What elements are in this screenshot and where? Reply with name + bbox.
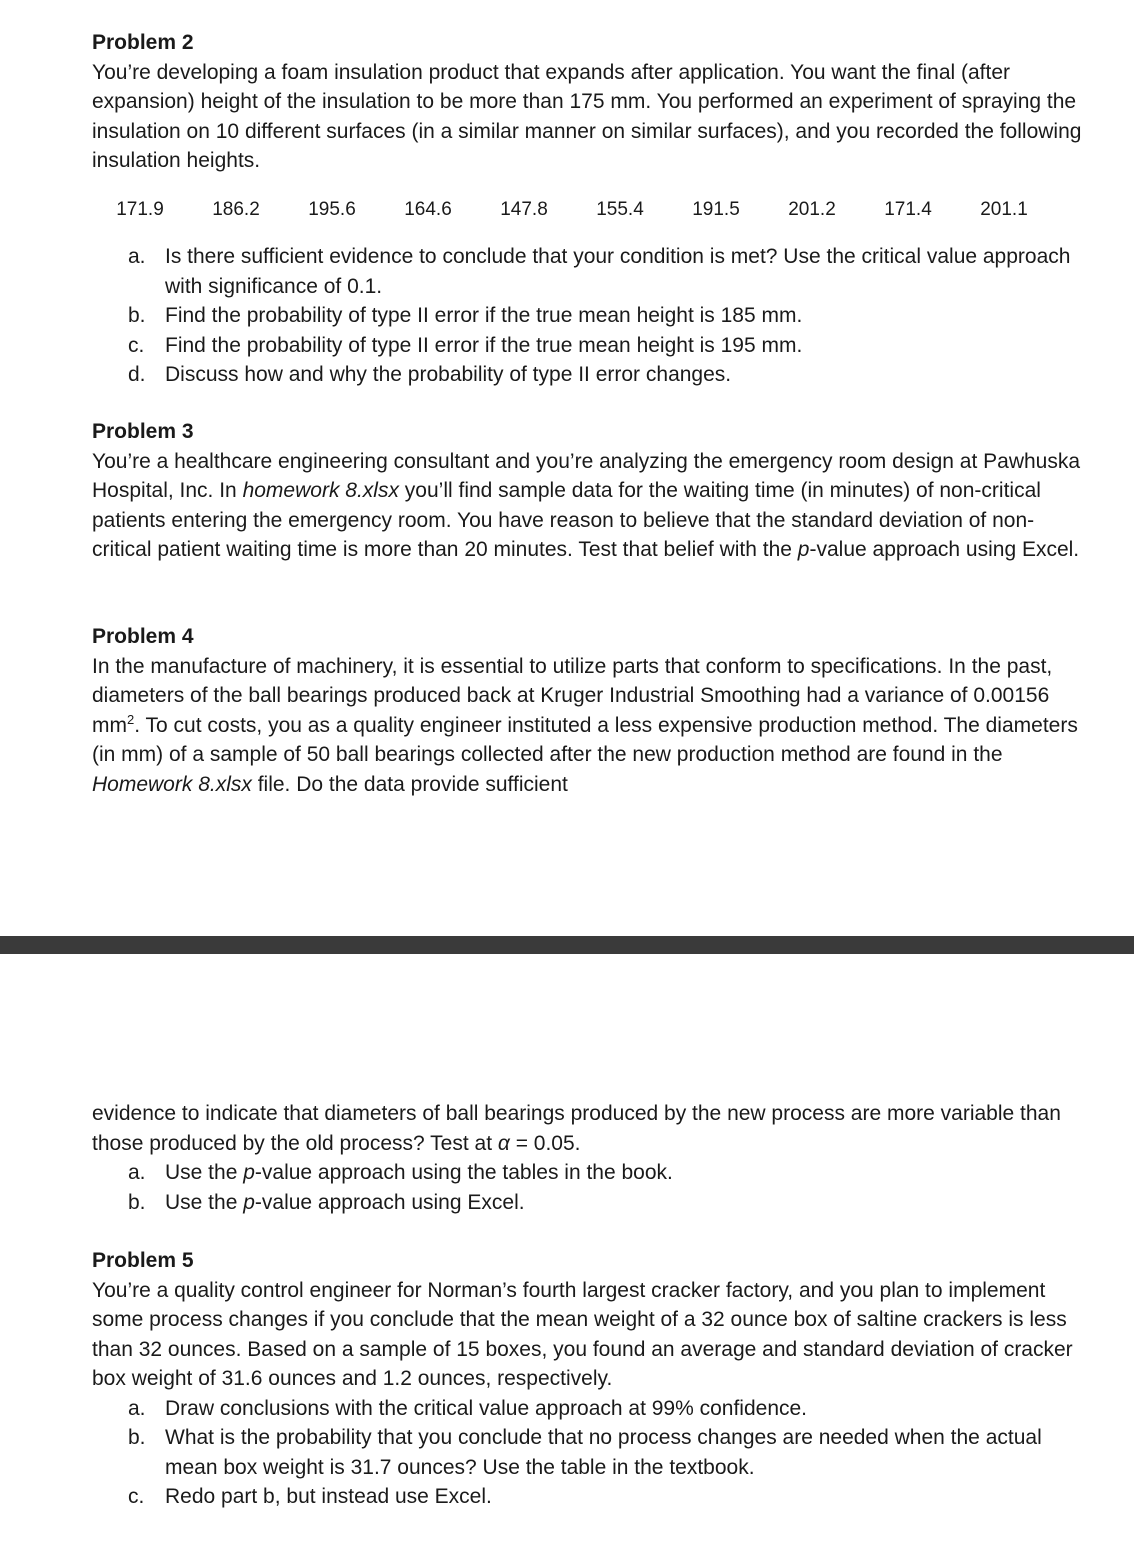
- list-item: [92, 1423, 1092, 1482]
- p-symbol: p: [243, 1161, 255, 1184]
- height-value: 164.6: [404, 199, 452, 220]
- list-marker: b.: [128, 1426, 146, 1449]
- list-item: [92, 331, 1092, 361]
- problem-3-body: [92, 447, 1092, 565]
- list-marker: a.: [128, 1396, 146, 1420]
- problem-4-continued: [92, 1099, 1092, 1217]
- heights-data-row: [0, 196, 1134, 224]
- text-run: You’re a healthcare engineering consultant and you’re analyzing the emergency room design at Pawhuska Hospital, Inc. In: [92, 449, 1081, 502]
- list-marker: a.: [128, 1161, 146, 1184]
- text-run: = 0.05.: [509, 1131, 581, 1155]
- problem-5-intro: You’re a quality control engineer for Norman’s fourth largest cracker factory, and you plan to implement some process changes if you conclude that the mean weight of a 32 ounce box of saltine crackers is less than 32 ounces. Based on a sample of 15 boxes, you found an average and standard deviation of cracker box weight of 31.6 ounces and 1.2 ounces, respectively.: [92, 1278, 1073, 1390]
- list-text: Find the probability of type II error if the true mean height is 195 mm.: [165, 333, 803, 357]
- problem-2-parts: [92, 242, 1092, 390]
- list-text: Is there sufficient evidence to conclude that your condition is met? Use the critical value approach with significance of 0.1.: [165, 245, 1071, 298]
- alpha-symbol: α: [497, 1131, 510, 1155]
- text-run: file. Do the data provide sufficient: [251, 772, 568, 796]
- problem-3-title: Problem 3: [92, 420, 194, 443]
- file-name: homework 8.xlsx: [242, 479, 399, 502]
- text-run: -value approach using Excel.: [254, 1190, 525, 1214]
- text-run: Use the: [165, 1161, 244, 1184]
- list-item: [92, 301, 1092, 331]
- height-value: 201.1: [980, 199, 1028, 220]
- text-run: In the manufacture of machinery, it is essential to utilize parts that conform to specifications. In the past, diameters of the ball bearings produced back at Kruger Industrial Smoothing had a variance of 0.00156 mm: [92, 654, 1053, 737]
- list-item: [92, 1158, 1092, 1188]
- height-value: 191.5: [692, 199, 740, 220]
- problem-3: [92, 417, 1092, 565]
- p-symbol: p: [797, 538, 810, 561]
- problem-4-body: [92, 652, 1092, 800]
- problem-4: [92, 622, 1092, 799]
- p-symbol: p: [243, 1190, 255, 1214]
- height-value: 147.8: [500, 199, 548, 220]
- page-break-divider: [0, 936, 1134, 954]
- superscript: 2: [127, 711, 135, 727]
- text-run: you’ll find sample data for the waiting time (in minutes) of non-critical patients entering the emergency room. You have reason to believe that the standard deviation of non-critical patient waiting time is more than 20 minutes. Test that belief with the: [92, 479, 1041, 561]
- list-marker: c.: [128, 333, 145, 357]
- list-marker: b.: [128, 1190, 146, 1214]
- list-item: [92, 1188, 1092, 1218]
- problem-4-title: Problem 4: [92, 625, 194, 648]
- file-name: Homework 8.xlsx: [92, 772, 252, 796]
- problem-5-title: Problem 5: [92, 1249, 194, 1272]
- problem-2-title: Problem 2: [92, 31, 194, 54]
- height-value: 186.2: [212, 199, 260, 220]
- list-marker: d.: [128, 363, 146, 386]
- height-value: 171.4: [884, 199, 932, 220]
- list-text: What is the probability that you conclude that no process changes are needed when the actual mean box weight is 31.7 ounces? Use the table in the textbook.: [165, 1426, 1042, 1479]
- problem-5: [92, 1246, 1092, 1512]
- height-value: 171.9: [116, 199, 164, 220]
- list-item: [92, 242, 1092, 301]
- list-marker: a.: [128, 245, 146, 268]
- problem-4-continuation: [92, 1099, 1092, 1158]
- text-run: Use the: [165, 1190, 244, 1214]
- list-item: [92, 1394, 1092, 1424]
- list-text: Draw conclusions with the critical value approach at 99% confidence.: [165, 1396, 808, 1420]
- list-marker: b.: [128, 304, 146, 327]
- height-value: 155.4: [596, 199, 644, 220]
- list-item: [92, 360, 1092, 390]
- text-run: evidence to indicate that diameters of ball bearings produced by the new process are more variable than those produced by the old process? Test at: [92, 1102, 1061, 1155]
- text-run: -value approach using the tables in the book.: [254, 1161, 673, 1184]
- problem-2-intro: You’re developing a foam insulation product that expands after application. You want the final (after expansion) height of the insulation to be more than 175 mm. You performed an experiment of spraying the insulation on 10 different surfaces (in a similar manner on similar surfaces), and you recorded the following insulation heights.: [92, 60, 1082, 172]
- list-item: [92, 1482, 1092, 1512]
- height-value: 201.2: [788, 199, 836, 220]
- text-run: -value approach using Excel.: [809, 538, 1080, 561]
- height-value: 195.6: [308, 199, 356, 220]
- list-text: Find the probability of type II error if the true mean height is 185 mm.: [165, 304, 803, 327]
- list-marker: c.: [128, 1485, 145, 1508]
- list-text: Redo part b, but instead use Excel.: [165, 1485, 492, 1508]
- list-text: Discuss how and why the probability of type II error changes.: [165, 363, 732, 386]
- problem-2: [92, 28, 1092, 176]
- text-run: . To cut costs, you as a quality engineer instituted a less expensive production method. The diameters (in mm) of a sample of 50 ball bearings collected after the new production method are found in the: [92, 713, 1078, 766]
